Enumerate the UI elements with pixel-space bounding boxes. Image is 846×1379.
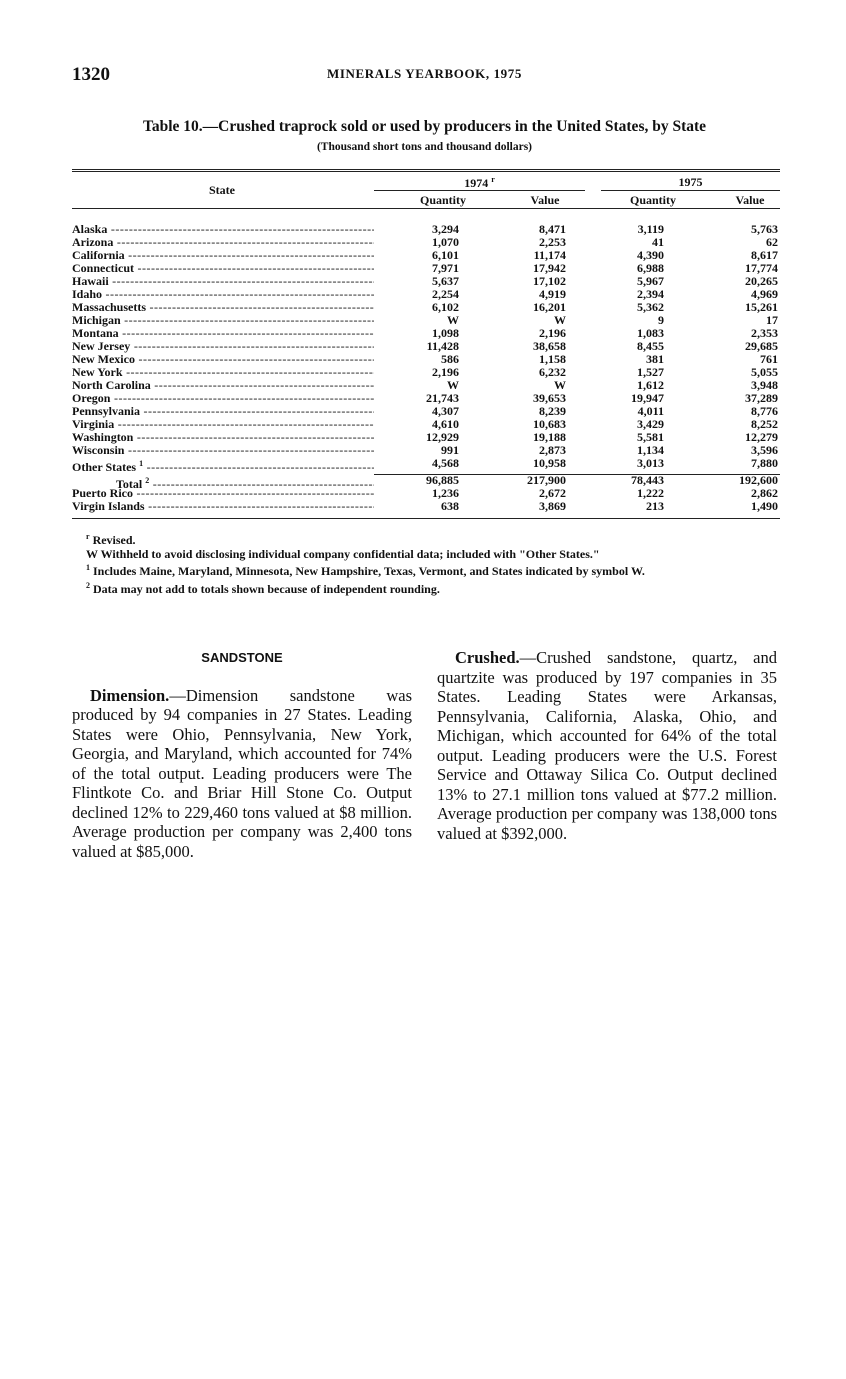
value-1975: 4,969: [751, 287, 778, 301]
footnote-1-text: Includes Maine, Maryland, Minnesota, New Hampshire, Texas, Vermont, and States indicated by symbol W.: [93, 564, 645, 578]
dimension-text: —Dimension sandstone was produced by 94 companies in 27 States. Leading States were Ohio, Pennsylvania, New York, Georgia, and Maryland, which accounted for 74% of the total output. Leading producers were The Flintkote Co. and Briar Hill Stone Co. Output declined 12% to 229,460 tons valued at $8 million. Average production per company was 2,400 tons valued at $85,000.: [72, 685, 412, 861]
state-name: Idaho -----: [72, 288, 374, 301]
left-column: [72, 648, 412, 861]
value-1974: 39,653: [533, 391, 566, 405]
state-name: New Mexico -----: [72, 353, 374, 366]
state-name: Puerto Rico -----: [72, 487, 374, 500]
quantity-1974: 2,254: [432, 287, 459, 301]
running-title: MINERALS YEARBOOK, 1975: [327, 66, 522, 81]
table-row: [72, 444, 780, 457]
value-1975: 3,596: [751, 443, 778, 457]
table-row-total: [72, 473, 780, 491]
table-row: [72, 431, 780, 444]
value-1975: 29,685: [745, 339, 778, 353]
value-1975: 8,252: [751, 417, 778, 431]
quantity-1975: 5,967: [637, 274, 664, 288]
quantity-1974: 586: [441, 352, 459, 366]
total-quantity-1974: 96,885: [426, 473, 459, 487]
quantity-1974: 6,101: [432, 248, 459, 262]
state-name: Virgin Islands -----: [72, 500, 374, 513]
state-name: North Carolina -----: [72, 379, 374, 392]
state-label: Other States: [72, 460, 137, 474]
quantity-1975: 4,390: [637, 248, 664, 262]
value-1974: 38,658: [533, 339, 566, 353]
state-name: Massachusetts -----: [72, 301, 374, 314]
quantity-1974-header: Quantity: [419, 193, 466, 207]
value-1975: 8,776: [751, 404, 778, 418]
state-name: Michigan -----: [72, 314, 374, 327]
quantity-1974: 6,102: [432, 300, 459, 314]
value-1975: 62: [766, 235, 778, 249]
quantity-1974: 21,743: [426, 391, 459, 405]
value-1974: 17,942: [533, 261, 566, 275]
value-1975: 5,055: [751, 365, 778, 379]
quantity-1974: 1,098: [432, 326, 459, 340]
table-row: [72, 301, 780, 314]
quantity-1975: 3,013: [637, 456, 664, 470]
year1-header: [374, 175, 585, 191]
value-1974: 10,958: [533, 456, 566, 470]
quantity-1975-header: Quantity: [629, 193, 676, 207]
value-1975: 1,490: [751, 499, 778, 513]
table-title: Table 10.—Crushed traprock sold or used by producers in the United States, by State: [142, 118, 707, 135]
state-name: Hawaii -----: [72, 275, 374, 288]
table-top-rule-2: [72, 171, 780, 172]
table-row: [72, 353, 780, 366]
quantity-1975: 6,988: [637, 261, 664, 275]
table-row: [72, 405, 780, 418]
value-1974: 3,869: [539, 499, 566, 513]
table-subtitle: (Thousand short tons and thousand dollars): [316, 141, 533, 153]
state-name: Connecticut -----: [72, 262, 374, 275]
table-row: [72, 262, 780, 275]
quantity-1975: 213: [646, 499, 664, 513]
footnote-2: [72, 579, 780, 597]
quantity-1974: 11,428: [426, 339, 459, 353]
total-value-1975: 192,600: [739, 473, 778, 487]
table-top-rule: [72, 169, 780, 170]
crushed-paragraph: [437, 648, 777, 843]
year2-header: 1975: [678, 175, 703, 189]
quantity-1974: 3,294: [432, 222, 459, 236]
footnote-1: [72, 561, 780, 579]
value-1975: 3,948: [751, 378, 778, 392]
quantity-1974: W: [447, 313, 459, 327]
dimension-lead: Dimension.: [90, 685, 170, 705]
quantity-1974: 638: [441, 499, 459, 513]
value-1974: 1,158: [539, 352, 566, 366]
value-1974: 17,102: [533, 274, 566, 288]
quantity-1974: 4,568: [432, 456, 459, 470]
value-1975: 8,617: [751, 248, 778, 262]
table-row: [72, 340, 780, 353]
table-row: [72, 236, 780, 249]
value-1975: 20,265: [745, 274, 778, 288]
footnote-withheld: W Withheld to avoid disclosing individual company confidential data; included with "Other States.": [86, 546, 600, 561]
table-row: [72, 288, 780, 301]
crushed-text: —Crushed sandstone, quartz, and quartzite was produced by 197 companies in 35 States. Leading States were Arkansas, Pennsylvania, California, Alaska, Ohio, and Michigan, which accounted for 64% of the total output. Leading producers were the U.S. Forest Service and Ottaway Silica Co. Output declined 13% to 27.1 million tons valued at $77.2 million. Average production per company was 138,000 tons valued at $392,000.: [437, 648, 777, 843]
table-row: [72, 392, 780, 405]
value-1975: 17: [766, 313, 778, 327]
value-1974: 2,672: [539, 486, 566, 500]
total-text: Total: [116, 477, 143, 491]
quantity-1975: 19,947: [631, 391, 664, 405]
quantity-1975: 1,134: [637, 443, 664, 457]
crushed-lead: Crushed.: [455, 648, 520, 667]
page-header: [72, 64, 777, 86]
table-row: [72, 249, 780, 262]
revised-mark: r: [86, 532, 90, 541]
section-heading: SANDSTONE: [201, 650, 283, 665]
table-row: [72, 275, 780, 288]
state-name: Washington -----: [72, 431, 374, 444]
quantity-1974: 4,610: [432, 417, 459, 431]
table-row: [72, 314, 780, 327]
table-row-other-states: [72, 456, 780, 474]
state-name: New Jersey -----: [72, 340, 374, 353]
quantity-1974: 4,307: [432, 404, 459, 418]
quantity-1975: 2,394: [637, 287, 664, 301]
quantity-1974: W: [447, 378, 459, 392]
table-row: [72, 327, 780, 340]
value-1975: 761: [760, 352, 778, 366]
value-1975: 2,353: [751, 326, 778, 340]
value-1975: 2,862: [751, 486, 778, 500]
quantity-1975: 9: [658, 313, 664, 327]
value-1974: 19,188: [533, 430, 566, 444]
table-row: [72, 366, 780, 379]
footnote-1-mark: 1: [86, 563, 90, 572]
value-1975: 7,880: [751, 456, 778, 470]
footnote-2-mark: 2: [86, 580, 90, 590]
table-footnotes: [72, 530, 780, 596]
quantity-1974: 2,196: [432, 365, 459, 379]
value-1974: 6,232: [539, 365, 566, 379]
table-row: [72, 487, 780, 500]
quantity-1974: 7,971: [432, 261, 459, 275]
quantity-1975: 41: [652, 235, 664, 249]
state-name: California -----: [72, 249, 374, 262]
value-1975: 5,763: [751, 222, 778, 236]
state-name: Montana -----: [72, 327, 374, 340]
value-1974: 11,174: [533, 248, 566, 262]
quantity-1975: 1,222: [637, 486, 664, 500]
footnote-revised: [72, 530, 780, 548]
footnote-mark: 2: [145, 476, 150, 485]
dimension-paragraph: [72, 686, 412, 862]
total-rule-q74: [374, 474, 780, 475]
value-1974: 16,201: [533, 300, 566, 314]
quantity-1974: 991: [441, 443, 459, 457]
value-1974: 8,239: [539, 404, 566, 418]
state-name: Alaska -----: [72, 223, 374, 236]
state-name: Oregon -----: [72, 392, 374, 405]
quantity-1974: 5,637: [432, 274, 459, 288]
value-1974: W: [554, 378, 566, 392]
value-1974: W: [554, 313, 566, 327]
value-1974: 4,919: [539, 287, 566, 301]
table-row: [72, 500, 780, 513]
quantity-1975: 1,612: [637, 378, 664, 392]
quantity-1975: 3,119: [637, 222, 664, 236]
page-number: 1320: [72, 64, 110, 85]
quantity-1974: 1,070: [432, 235, 459, 249]
total-value-1974: 217,900: [527, 473, 566, 487]
footnote-2-text: Data may not add to totals shown because of independent rounding.: [93, 581, 440, 596]
revised-text: Revised.: [92, 533, 136, 547]
quantity-1975: 1,527: [637, 365, 664, 379]
quantity-1975: 3,429: [637, 417, 664, 431]
value-1975: 37,289: [745, 391, 778, 405]
value-1974: 10,683: [533, 417, 566, 431]
state-name: New York -----: [72, 366, 374, 379]
value-1974: 2,873: [539, 443, 566, 457]
value-1974: 8,471: [539, 222, 566, 236]
year1-label: 1974: [464, 176, 489, 190]
quantity-1975: 5,362: [637, 300, 664, 314]
value-1975-header: Value: [735, 193, 765, 207]
quantity-1975: 5,581: [637, 430, 664, 444]
table-bottom-rule: [72, 518, 780, 519]
value-1975: 15,261: [745, 300, 778, 314]
value-1975: 17,774: [745, 261, 778, 275]
state-name: [72, 457, 374, 474]
table-body: [72, 223, 780, 513]
total-quantity-1975: 78,443: [631, 473, 664, 487]
quantity-1975: 1,083: [637, 326, 664, 340]
footnote-mark: 1: [139, 459, 144, 468]
state-name: Arizona -----: [72, 236, 374, 249]
quantity-1975: 381: [646, 352, 664, 366]
value-1975: 12,279: [745, 430, 778, 444]
value-1974: 2,253: [539, 235, 566, 249]
state-column-header: State: [209, 183, 235, 197]
right-column: [437, 648, 777, 843]
quantity-1974: 12,929: [426, 430, 459, 444]
quantity-1975: 4,011: [637, 404, 664, 418]
year2-span-rule: [601, 190, 780, 191]
quantity-1975: 8,455: [637, 339, 664, 353]
value-1974: 2,196: [539, 326, 566, 340]
revised-mark: r: [491, 175, 495, 184]
header-bottom-rule: [72, 208, 780, 209]
state-name: Virginia -----: [72, 418, 374, 431]
quantity-1974: 1,236: [432, 486, 459, 500]
state-name: Wisconsin -----: [72, 444, 374, 457]
value-1974-header: Value: [530, 193, 560, 207]
table-row: [72, 223, 780, 236]
state-name: Pennsylvania -----: [72, 405, 374, 418]
